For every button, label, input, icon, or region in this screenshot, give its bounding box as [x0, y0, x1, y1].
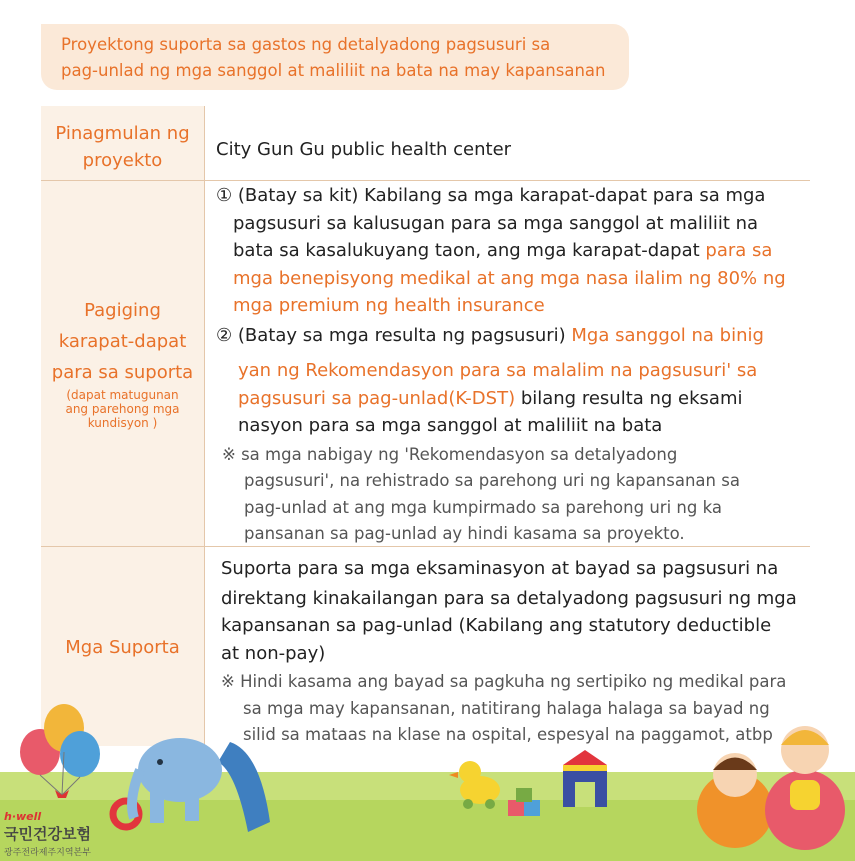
- criterion-2: ② (Batay sa mga resulta ng pagsusuri) Mga sanggol na binig yan ng Rekomendasyon para sa malalim na pagsusuri' sa pagsusuri sa pag-unlad(K-DST) bilang resulta ng eksami nasyon para sa mga sanggol at maliliit na bata: [216, 324, 764, 436]
- logo-region: 광주전라제주지역본부: [4, 848, 91, 858]
- support-exclusion-note: ※ Hindi kasama ang bayad sa pagkuha ng sertipiko ng medikal para sa mga may kapansanan, natitirang halaga halaga sa bayad ng silid sa mataas na klase na ospital, espesyal na paggamot, atbp: [221, 672, 787, 744]
- label-eligibility: Pagiging karapat-dapat para sa suporta (dapat matugunan ang parehong mga kundisyon ): [41, 295, 204, 430]
- criterion-1: ① (Batay sa kit) Kabilang sa mga karapat-dapat para sa mga pagsusuri sa kalusugan para sa mga sanggol at maliliit na bata sa kasalukuyang taon, ang mga karapat-dapat para sa mga benepisyong medikal at ang mga nasa ilalim ng 80% ng mga premium ng health insurance: [216, 185, 786, 316]
- label-support: Mga Suporta: [65, 637, 180, 658]
- toy-castle-icon: [563, 750, 607, 807]
- children-flowers-icon: [697, 726, 845, 850]
- eligibility-condition-note: (dapat matugunan ang parehong mga kundisyon ): [65, 388, 180, 430]
- project-source-value: City Gun Gu public health center: [216, 139, 512, 160]
- column-divider: [204, 106, 205, 746]
- balloons-icon: [20, 704, 100, 798]
- eligibility-content: [216, 182, 806, 548]
- duck-toy-icon: [449, 761, 500, 809]
- banner-title: Proyektong suporta sa gastos ng detalyadong pagsusuri sa pag-unlad ng mga sanggol at maliliit na bata na may kapansanan: [61, 35, 606, 80]
- elephant-slide-icon: [132, 738, 270, 832]
- eligibility-exclusion-note: ※ sa mga nabigay ng 'Rekomendasyon sa detalyadong pagsusuri', na rehistrado sa parehong uri ng kapansanan sa pag-unlad at ang mga kumpirmado sa parehong uri ng ka pansanan sa pag-unlad ay hindi kasama sa proyekto.: [222, 444, 740, 543]
- playground-illustration: [0, 700, 855, 861]
- logo-hwell: h·well: [4, 810, 42, 823]
- logo-nhis: 국민건강보험: [4, 825, 91, 843]
- label-project-source: Pinagmulan ng proyekto: [55, 123, 190, 171]
- row-divider: [41, 180, 810, 181]
- blocks-icon: [508, 788, 540, 816]
- support-content: Suporta para sa mga eksaminasyon at bayad sa pagsusuri na direktang kinakailangan para sa detalyadong pagsusuri ng mga kapansanan sa pag-unlad (Kabilang ang statutory deductible at non-pay) ※ Hindi kasama ang bayad sa pagkuha ng sertipiko ng medikal para sa mga may kapansanan, natitirang halaga halaga sa bayad ng silid sa mataas na klase na ospital, espesyal na paggamot, atbp: [221, 555, 811, 749]
